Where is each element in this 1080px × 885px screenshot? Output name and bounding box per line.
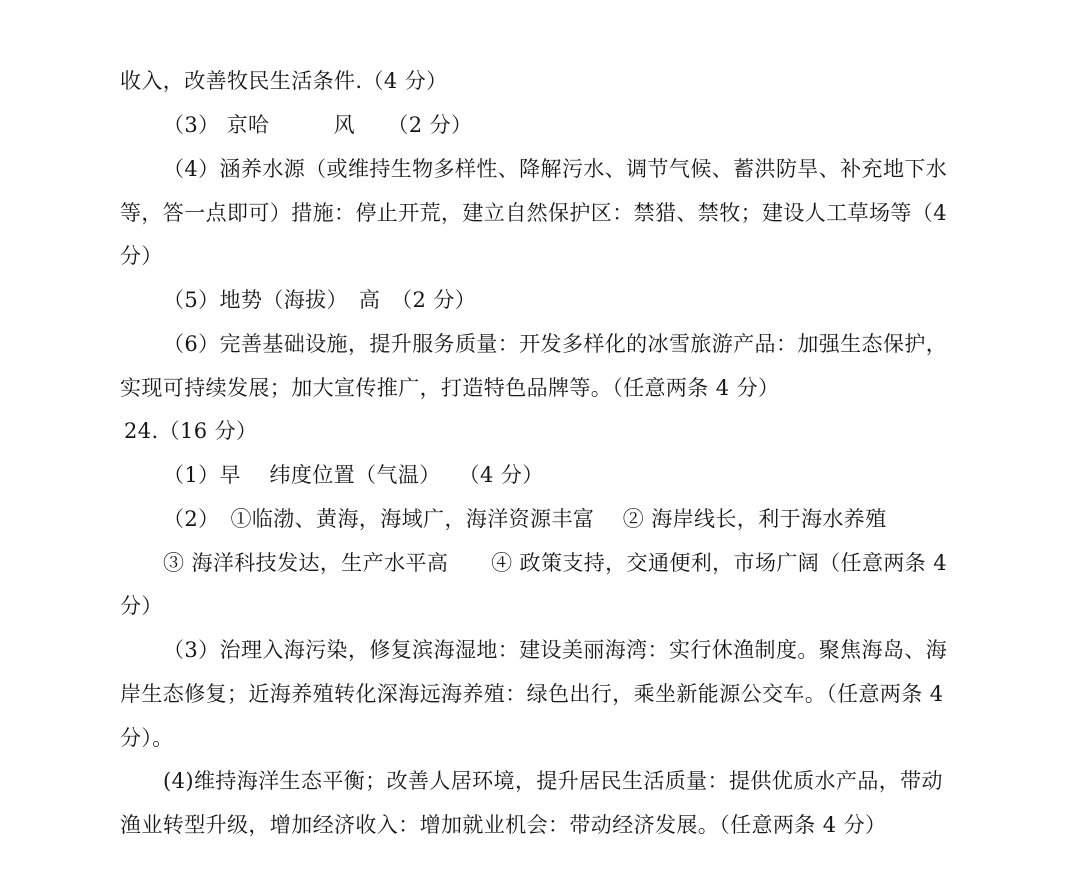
text-line-14: （3）治理入海污染，修复滨海湿地：建设美丽海湾：实行休渔制度。聚焦海岛、海 xyxy=(163,638,948,662)
text-line-16: 分）。 xyxy=(120,726,174,750)
text-line-10: （1）早 纬度位置（气温） （4 分） xyxy=(163,463,544,487)
text-line-1: 收入，改善牧民生活条件.（4 分） xyxy=(120,69,448,93)
text-line-4: 等，答一点即可）措施：停止开荒，建立自然保护区：禁猎、禁牧；建设人工草场等（4 xyxy=(120,201,947,225)
text-line-2: （3） 京哈 风 （2 分） xyxy=(163,113,473,137)
text-line-11: （2） ①临渤、黄海，海域广，海洋资源丰富 ② 海岸线长，利于海水养殖 xyxy=(163,507,887,531)
text-line-7: （6）完善基础设施，提升服务质量：开发多样化的冰雪旅游产品：加强生态保护， xyxy=(163,332,948,356)
text-line-3: （4）涵养水源（或维持生物多样性、降解污水、调节气候、蓄洪防旱、补充地下水 xyxy=(163,157,948,181)
text-line-8: 实现可持续发展；加大宣传推广，打造特色品牌等。（任意两条 4 分） xyxy=(120,376,780,400)
text-line-15: 岸生态修复；近海养殖转化深海远海养殖：绿色出行，乘坐新能源公交车。（任意两条 4 xyxy=(120,682,944,706)
text-line-5: 分） xyxy=(120,244,163,268)
text-line-6: （5）地势（海拔） 高 （2 分） xyxy=(163,288,477,312)
text-line-12: ③ 海洋科技发达，生产水平高 ④ 政策支持，交通便利，市场广阔（任意两条 4 xyxy=(163,551,947,575)
text-line-17: (4)维持海洋生态平衡；改善人居环境，提升居民生活质量：提供优质水产品，带动 xyxy=(163,769,943,793)
text-line-18: 渔业转型升级，增加经济收入：增加就业机会：带动经济发展。（任意两条 4 分） xyxy=(120,813,887,837)
text-line-13: 分） xyxy=(120,594,163,618)
text-line-9: 24.（16 分） xyxy=(124,419,258,443)
